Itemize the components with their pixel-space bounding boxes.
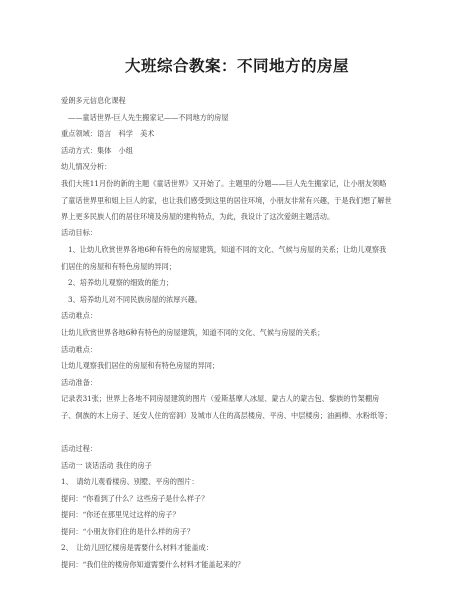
preparation-heading: 活动准备： bbox=[61, 378, 97, 387]
step-1: 1、 请幼儿观看楼房、别墅、平房的图片： bbox=[61, 477, 199, 486]
goals-heading: 活动目标： bbox=[61, 228, 97, 237]
preparation-line-2: 子、侗族的木上房子、延安人住的窑洞）及城市人住的高层楼房、平房、中层楼房；油画棒、水粉纸等； bbox=[61, 411, 392, 420]
goal-1-line-2: 们居住的房屋和有特色房屋的异同； bbox=[61, 262, 177, 271]
difficulty-text: 让幼儿观察我们居住的房屋和有特色房屋的异同； bbox=[61, 361, 220, 370]
difficulty-heading: 活动难点： bbox=[61, 345, 97, 354]
key-point-text: 让幼儿欣赏世界各地6种有特色的房屋建筑，知道不同的文化、气候与房屋的关系； bbox=[61, 328, 325, 337]
key-areas: 重点领域：语言 科学 美术 bbox=[61, 129, 155, 138]
activity-one-title: 活动一 谈话活动 我住的房子 bbox=[61, 461, 152, 470]
course-subtitle: ——童话世界-巨人先生搬家记——不同地方的房屋 bbox=[68, 113, 229, 122]
analysis-line-2: 了童话世界里和姐上巨人的家，也让我们感受到这里的居住环境，小朋友非常有兴趣，于是我们想了解世 bbox=[61, 196, 392, 205]
document-title: 大班综合教案：不同地方的房屋 bbox=[124, 56, 349, 75]
goal-2: 2、培养幼儿观察的细致的能力； bbox=[68, 278, 174, 287]
key-point-heading: 活动难点： bbox=[61, 311, 97, 320]
question-4: 提问：“我们住的楼房你知道需要什么材料才能盖起来的？ bbox=[61, 560, 245, 569]
analysis-line-3: 界上更多民族人们的居住环境及房屋的建构特点，为此，我设计了这次爱朗主题活动。 bbox=[61, 212, 335, 221]
process-heading: 活动过程： bbox=[61, 444, 97, 453]
analysis-line-1: 我们大班11月份的新的主题《童话世界》又开始了。主题里的分题——巨人先生搬家记，让小朋友领略 bbox=[61, 179, 387, 188]
analysis-heading: 幼儿情况分析： bbox=[61, 162, 112, 171]
step-2: 2、 让幼儿回忆楼房是需要什么材料才能盖成： bbox=[61, 543, 213, 552]
goal-3: 3、培养幼儿对不同民族房屋的浓厚兴趣。 bbox=[68, 295, 202, 304]
goal-1-line-1: 1、让幼儿欣赏世界各地6种有特色的房屋建筑，知道不同的文化、气候与房屋的关系；让幼儿观察我 bbox=[68, 245, 387, 254]
question-3: 提问：“小朋友你们住的是什么样的房子？ bbox=[61, 527, 195, 536]
course-name: 爱朗多元信息化课程 bbox=[61, 96, 126, 105]
question-2: 提问：“你还在那里见过这样的房子？ bbox=[61, 510, 180, 519]
question-1: 提问：“你看到了什么？这些房子是什么样子？ bbox=[61, 494, 209, 503]
preparation-line-1: 记录表31张；世界上各地不同房屋建筑的图片（爱斯基摩人冰屋、蒙古人的蒙古包、黎族的竹架棚房 bbox=[61, 394, 380, 403]
activity-mode: 活动方式：集体 小组 bbox=[61, 146, 133, 155]
